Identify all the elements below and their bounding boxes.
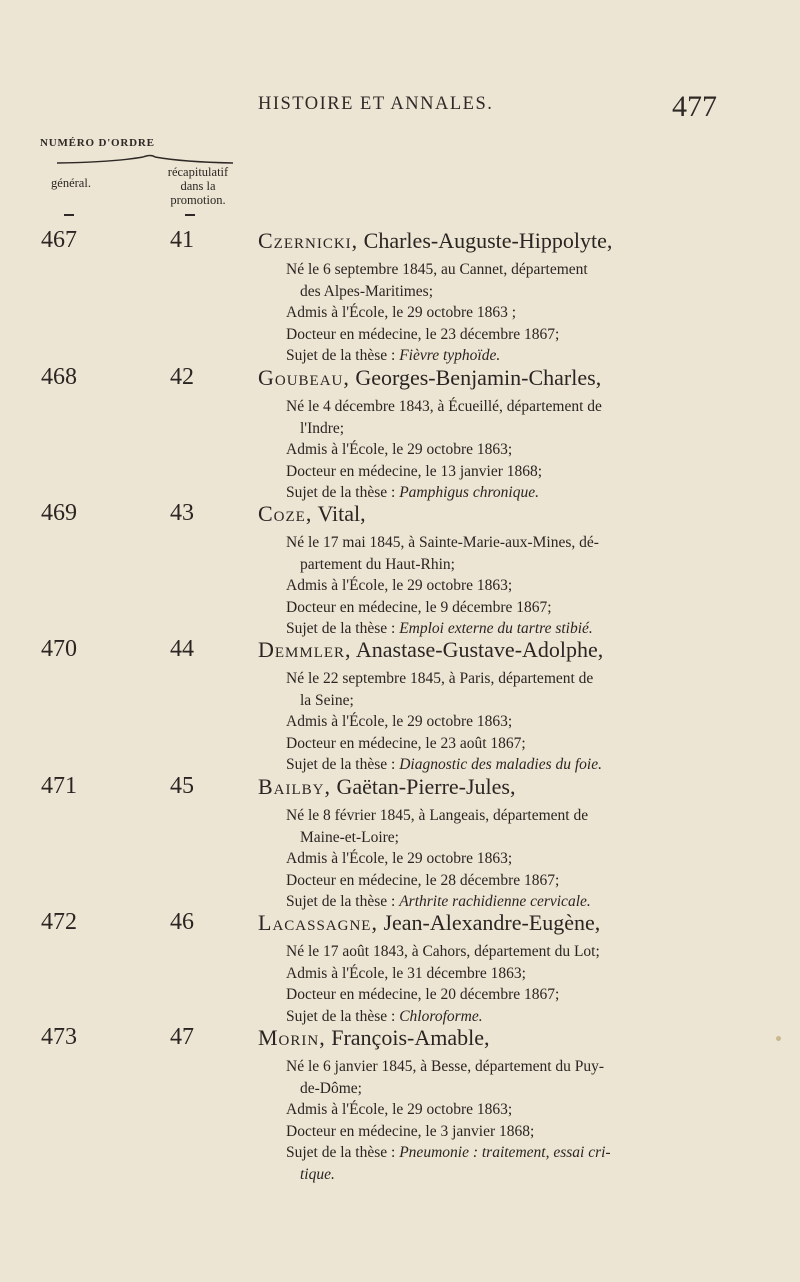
- page-number: 477: [672, 90, 717, 123]
- doctorate-line: Docteur en médecine, le 28 décembre 1867;: [286, 871, 560, 889]
- birth-line: Né le 17 mai 1845, à Sainte-Marie-aux-Mines, dé-: [286, 534, 599, 551]
- admission-line: Admis à l'École, le 29 octobre 1863 ;: [286, 304, 517, 321]
- surname: Bailby,: [258, 774, 332, 799]
- admission-line: Admis à l'École, le 29 octobre 1863;: [286, 1101, 513, 1118]
- general-number: 469: [41, 500, 77, 526]
- general-number: 467: [41, 227, 77, 253]
- student-name: [258, 228, 612, 254]
- birth-line: Né le 8 février 1845, à Langeais, département de: [286, 807, 589, 824]
- general-number: 471: [41, 773, 77, 799]
- given-names: Jean-Alexandre-Eugène,: [383, 910, 601, 935]
- entry-details: [286, 1056, 726, 1185]
- birth-line-continued: des Alpes-Maritimes;: [300, 282, 434, 300]
- column-divider-dash: [64, 214, 74, 216]
- given-names: Charles-Auguste-Hippolyte,: [363, 228, 613, 253]
- doctorate-line: Docteur en médecine, le 3 janvier 1868;: [286, 1122, 535, 1140]
- admission-line: Admis à l'École, le 31 décembre 1863;: [286, 964, 526, 982]
- given-names: Georges-Benjamin-Charles,: [355, 365, 602, 390]
- thesis-line: [286, 1006, 726, 1028]
- column-heading-promotion: [144, 165, 252, 207]
- birth-line: Né le 4 décembre 1843, à Écueillé, département de: [286, 398, 602, 415]
- thesis-line: [286, 345, 726, 367]
- general-number: 473: [41, 1024, 77, 1050]
- doctorate-line: Docteur en médecine, le 9 décembre 1867;: [286, 598, 552, 616]
- entry-details: [286, 668, 726, 776]
- admission-line: Admis à l'École, le 29 octobre 1863;: [286, 441, 513, 458]
- column-divider-dash: [185, 214, 195, 216]
- entry-details: [286, 259, 726, 367]
- birth-line: Né le 6 janvier 1845, à Besse, département du Puy-: [286, 1058, 605, 1075]
- birth-line-continued: Maine-et-Loire;: [300, 828, 399, 846]
- admission-line: Admis à l'École, le 29 octobre 1863;: [286, 850, 513, 867]
- given-names: François-Amable,: [331, 1025, 490, 1050]
- thesis-title-continued: tique.: [300, 1165, 335, 1183]
- thesis-title: Pneumonie : traitement, essai cri-: [399, 1144, 611, 1161]
- admission-line: Admis à l'École, le 29 octobre 1863;: [286, 713, 513, 730]
- student-name: [258, 501, 366, 527]
- birth-line-continued: de-Dôme;: [300, 1079, 362, 1097]
- promotion-number: 47: [170, 1024, 194, 1050]
- student-name: [258, 637, 603, 663]
- general-number: 470: [41, 636, 77, 662]
- admission-line: Admis à l'École, le 29 octobre 1863;: [286, 577, 513, 594]
- birth-line: Né le 6 septembre 1845, au Cannet, département: [286, 261, 588, 278]
- thesis-title: Fièvre typhoïde.: [399, 347, 501, 364]
- surname: Morin,: [258, 1025, 326, 1050]
- birth-line: Né le 22 septembre 1845, à Paris, département de: [286, 670, 594, 687]
- student-name: [258, 1025, 489, 1051]
- doctorate-line: Docteur en médecine, le 13 janvier 1868;: [286, 462, 543, 480]
- given-names: Vital,: [317, 501, 366, 526]
- general-number: 468: [41, 364, 77, 390]
- thesis-label: Sujet de la thèse :: [286, 1144, 400, 1161]
- thesis-label: Sujet de la thèse :: [286, 893, 400, 910]
- promotion-number: 41: [170, 227, 194, 253]
- paper-speck: [776, 1036, 781, 1041]
- entry-details: [286, 532, 726, 640]
- column-heading-general: général.: [51, 176, 91, 190]
- running-title: HISTOIRE ET ANNALES.: [258, 94, 494, 114]
- column-heading-promotion-line: promotion.: [170, 193, 226, 207]
- promotion-number: 42: [170, 364, 194, 390]
- thesis-label: Sujet de la thèse :: [286, 484, 400, 501]
- given-names: Gaëtan-Pierre-Jules,: [336, 774, 516, 799]
- doctorate-line: Docteur en médecine, le 20 décembre 1867;: [286, 986, 560, 1003]
- thesis-title: Chloroforme.: [399, 1007, 483, 1025]
- birth-line: Né le 17 août 1843, à Cahors, département du Lot;: [286, 943, 600, 960]
- surname: Demmler,: [258, 637, 352, 662]
- surname: Czernicki,: [258, 228, 359, 253]
- surname: Goubeau,: [258, 365, 350, 390]
- promotion-number: 43: [170, 500, 194, 526]
- column-heading-promotion-line: dans la: [180, 179, 216, 193]
- thesis-title: Pamphigus chronique.: [399, 484, 539, 501]
- promotion-number: 44: [170, 636, 194, 662]
- promotion-number: 45: [170, 773, 194, 799]
- general-number: 472: [41, 909, 77, 935]
- thesis-label: Sujet de la thèse :: [286, 1007, 400, 1025]
- entry-details: [286, 805, 726, 913]
- entry-details: [286, 396, 726, 504]
- thesis-line: [286, 1142, 726, 1164]
- given-names: Anastase-Gustave-Adolphe,: [355, 637, 604, 662]
- entry-details: [286, 941, 726, 1027]
- thesis-title: Arthrite rachidienne cervicale.: [399, 893, 591, 910]
- thesis-title: Emploi externe du tartre stibié.: [399, 620, 593, 637]
- thesis-label: Sujet de la thèse :: [286, 620, 400, 637]
- column-heading-promotion-line: récapitulatif: [167, 165, 229, 179]
- surname: Coze,: [258, 501, 313, 526]
- student-name: [258, 910, 600, 936]
- thesis-title: Diagnostic des maladies du foie.: [399, 756, 602, 773]
- thesis-line: [286, 754, 726, 776]
- doctorate-line: Docteur en médecine, le 23 août 1867;: [286, 734, 526, 752]
- column-heading: NUMÉRO D'ORDRE: [40, 137, 155, 149]
- thesis-label: Sujet de la thèse :: [286, 756, 400, 773]
- promotion-number: 46: [170, 909, 194, 935]
- surname: Lacassagne,: [258, 910, 378, 935]
- birth-line-continued: partement du Haut-Rhin;: [300, 555, 455, 573]
- thesis-label: Sujet de la thèse :: [286, 347, 400, 364]
- column-heading-brace: [55, 153, 235, 165]
- student-name: [258, 365, 601, 391]
- birth-line-continued: l'Indre;: [300, 419, 345, 437]
- doctorate-line: Docteur en médecine, le 23 décembre 1867;: [286, 325, 560, 343]
- birth-line-continued: la Seine;: [300, 691, 354, 709]
- student-name: [258, 774, 516, 800]
